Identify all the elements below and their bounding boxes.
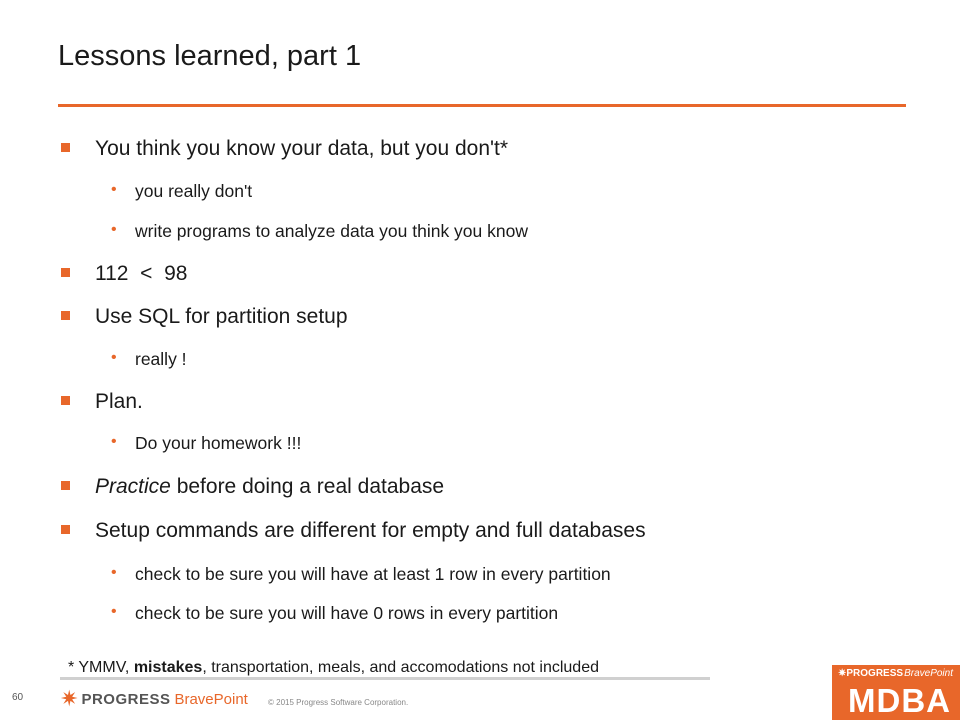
bullet-item: Practice before doing a real database xyxy=(95,475,444,499)
footnote: * YMMV, mistakes, transportation, meals, and accomodations not included xyxy=(68,659,599,676)
sub-bullet-item: • really ! xyxy=(111,349,187,369)
sub-bullet-item: • write programs to analyze data you think you know xyxy=(111,221,528,241)
dot-bullet-icon: • xyxy=(111,564,117,581)
star-logo-icon: ✷ xyxy=(60,686,79,711)
bullet-item: Use SQL for partition setup xyxy=(95,305,348,329)
progress-logo: ✷ PROGRESS BravePoint xyxy=(60,686,248,711)
dot-bullet-icon: • xyxy=(111,221,117,238)
bullet-item: 112 < 98 xyxy=(95,262,187,286)
slide-title: Lessons learned, part 1 xyxy=(58,40,362,72)
footnote-divider xyxy=(60,677,710,680)
sub-bullet-item: • you really don't xyxy=(111,181,253,201)
badge-star-icon: ✷ xyxy=(838,668,847,679)
sub-bullet-item: • check to be sure you will have 0 rows in every partition xyxy=(111,603,559,623)
italic-emphasis: Practice xyxy=(95,475,171,498)
bullet-item: You think you know your data, but you don't* xyxy=(95,137,508,161)
dot-bullet-icon: • xyxy=(111,433,117,450)
square-bullet-icon xyxy=(61,143,70,152)
badge-title: MDBA xyxy=(848,682,951,719)
sub-bullet-item: • check to be sure you will have at least 1 row in every partition xyxy=(111,564,611,584)
square-bullet-icon xyxy=(61,311,70,320)
dot-bullet-icon: • xyxy=(111,349,117,366)
square-bullet-icon xyxy=(61,268,70,277)
dot-bullet-icon: • xyxy=(111,603,117,620)
dot-bullet-icon: • xyxy=(111,181,117,198)
square-bullet-icon xyxy=(61,525,70,534)
square-bullet-icon xyxy=(61,396,70,405)
page-number: 60 xyxy=(12,692,24,703)
title-divider xyxy=(58,104,906,107)
sub-bullet-item: • Do your homework !!! xyxy=(111,433,302,453)
bullet-item: Setup commands are different for empty and full databases xyxy=(95,519,646,543)
bullet-item: Plan. xyxy=(95,390,143,414)
square-bullet-icon xyxy=(61,481,70,490)
mdba-badge: ✷PROGRESSBravePoint MDBA xyxy=(832,665,960,720)
copyright: © 2015 Progress Software Corporation. xyxy=(268,698,409,707)
